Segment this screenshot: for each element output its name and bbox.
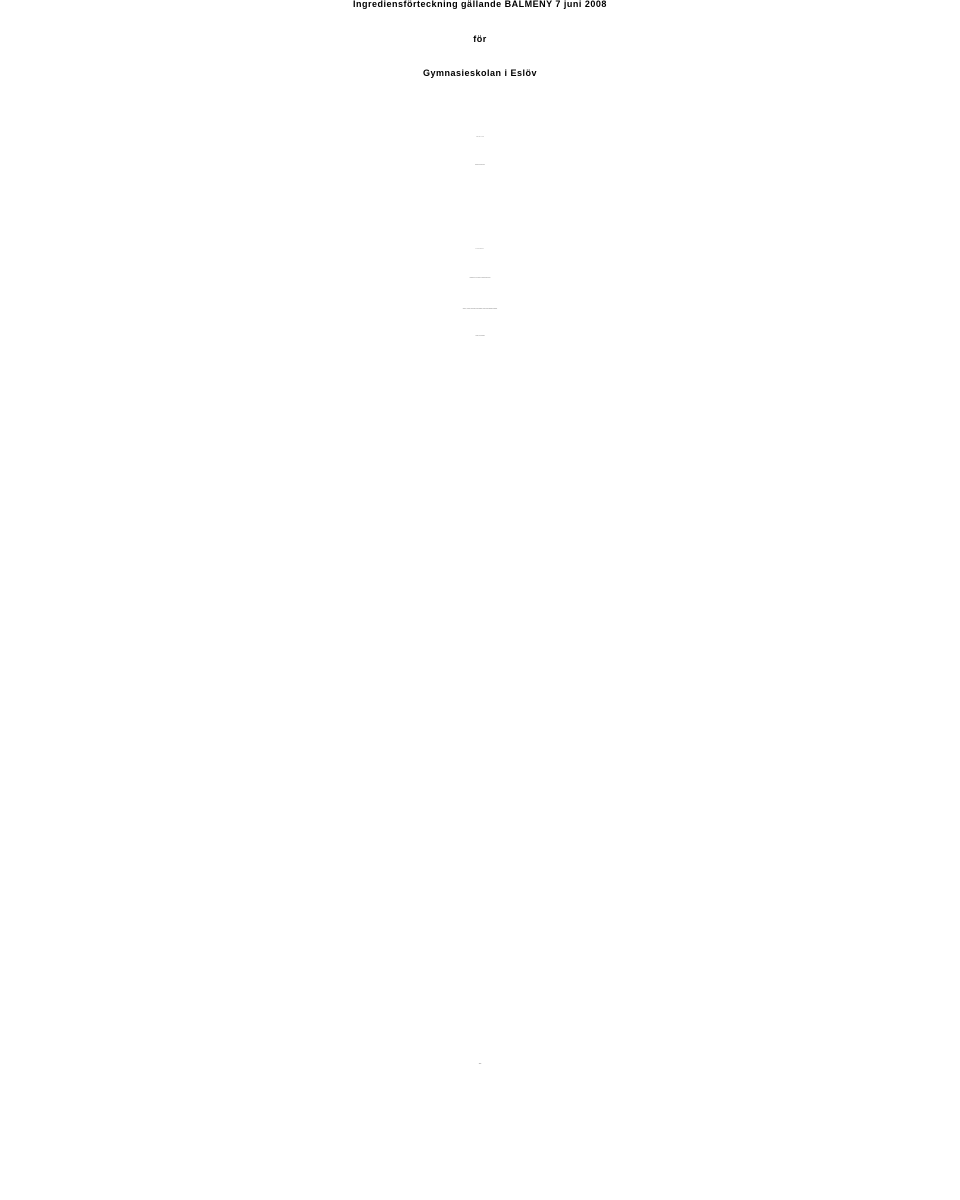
section-heading-fordrink: Fördrink: [475, 137, 485, 138]
obs-line: [0, 1064, 960, 1065]
document-title-line-2: för: [473, 34, 487, 44]
forratter-ingredients-line-2: vinäger, salt, peppar): [475, 336, 485, 337]
document-title-line-1: Ingrediensförteckning gällande BALMENY 7 juni 2008: [353, 0, 607, 9]
forratter-ingredients-line-1: (Rökt lax ,sparris, sockerärtor, babymorötter, creme fraiche dijonsenap olivolja,: [462, 309, 498, 310]
obs-label: OBS!: [478, 1064, 482, 1065]
section-heading-forratter: Förrätter: [475, 249, 485, 250]
fordrink-item: Ett glas mousserande: [475, 165, 485, 166]
document-title-line-3: Gymnasieskolan i Eslöv: [422, 68, 538, 78]
forratter-dish: Färskrökt lax med sallad på försommarprimörer: [469, 278, 491, 279]
